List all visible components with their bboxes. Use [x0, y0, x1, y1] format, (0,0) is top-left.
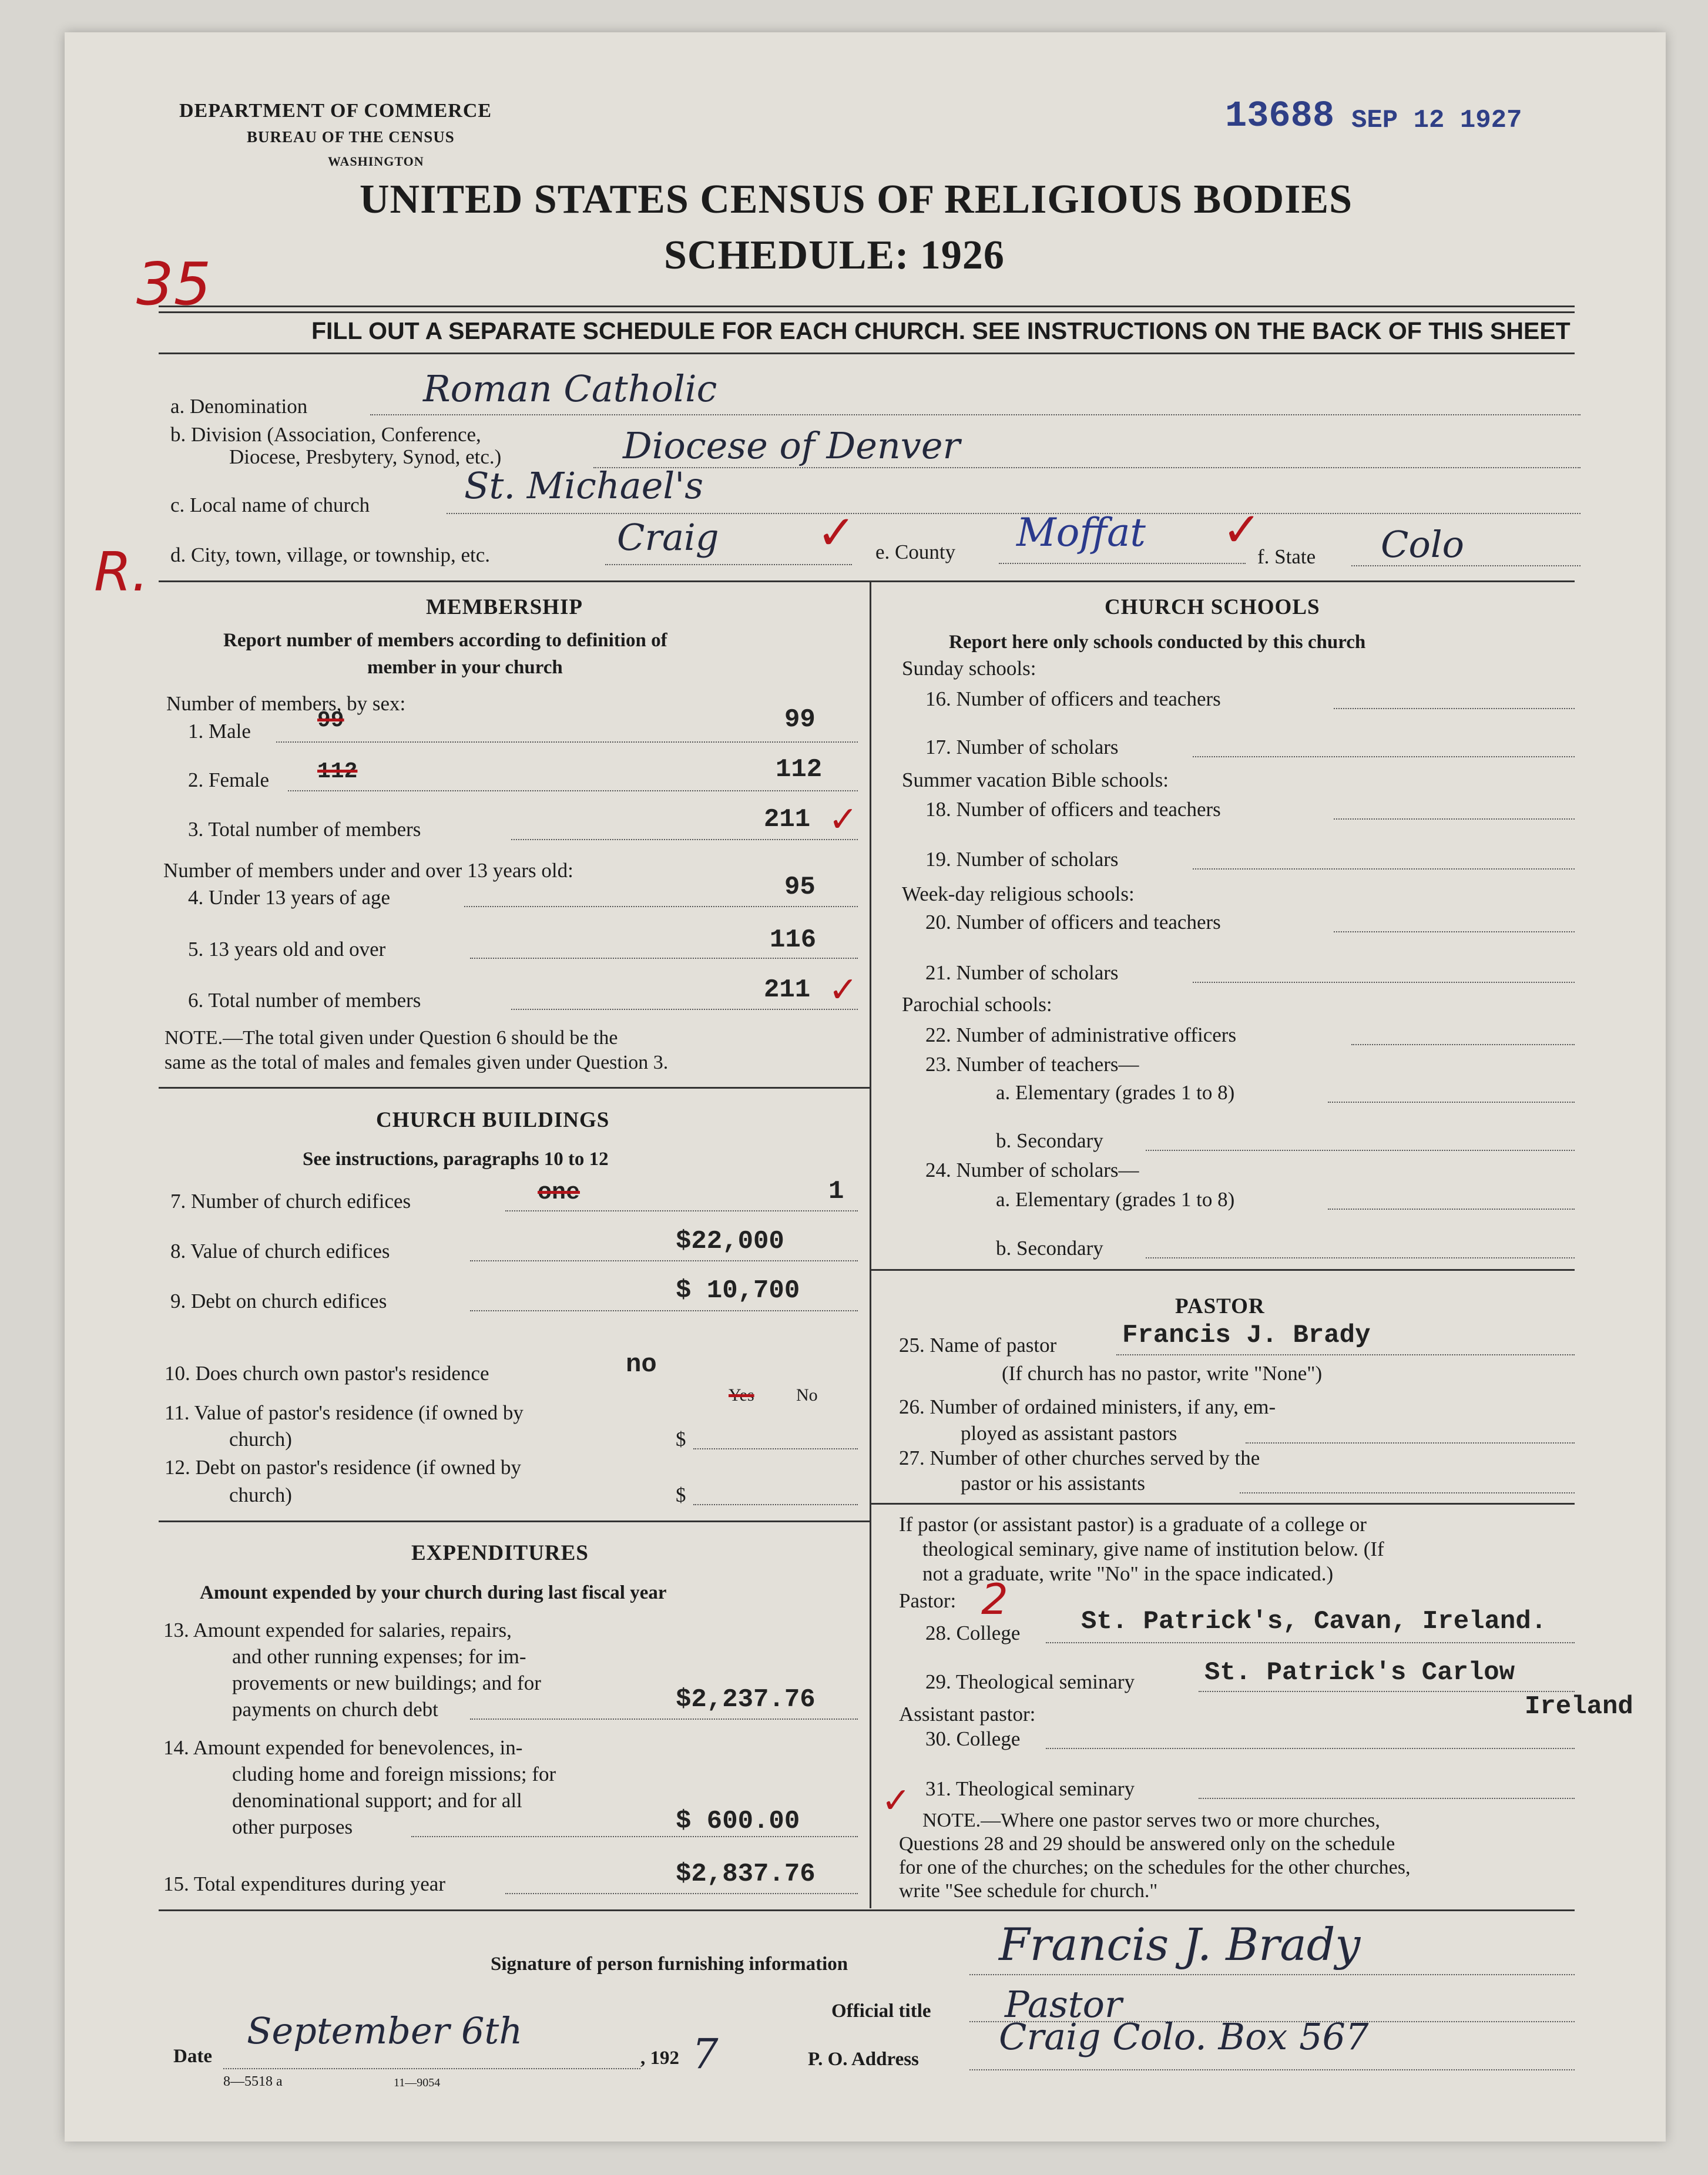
buildings-subtitle: See instructions, paragraphs 10 to 12	[303, 1149, 609, 1170]
denomination-label: a. Denomination	[170, 395, 308, 418]
q23a-line[interactable]	[1328, 1102, 1575, 1103]
q14-amount[interactable]: $ 600.00	[676, 1807, 800, 1836]
female-label: 2. Female	[188, 768, 270, 791]
form-title: UNITED STATES CENSUS OF RELIGIOUS BODIES	[360, 177, 1353, 222]
city-field[interactable]: Craig	[617, 516, 719, 559]
q24a-line[interactable]	[1328, 1209, 1575, 1210]
header-divider-top-2	[159, 311, 1575, 313]
local-name-line	[447, 513, 1581, 514]
county-field[interactable]: Moffat	[1016, 510, 1146, 555]
q23b-line[interactable]	[1146, 1150, 1575, 1151]
edifice-debt-line	[470, 1310, 858, 1311]
residence-value-line[interactable]	[693, 1448, 858, 1449]
edifices-label: 7. Number of church edifices	[170, 1190, 411, 1213]
pastor-note-4: write "See schedule for church."	[899, 1880, 1158, 1902]
po-address-line	[969, 2069, 1575, 2070]
membership-title: MEMBERSHIP	[426, 595, 583, 619]
edifice-value-line	[470, 1260, 858, 1261]
q30-line[interactable]	[1046, 1748, 1575, 1749]
receipt-stamp-number: 13688	[1225, 95, 1335, 137]
q14-dots	[411, 1836, 858, 1837]
residence-no-option: No	[796, 1385, 818, 1405]
red-pencil-number: 35	[136, 250, 212, 318]
official-title-label: Official title	[831, 2001, 931, 2022]
q29-label: 29. Theological seminary	[925, 1670, 1135, 1693]
q31-label: 31. Theological seminary	[925, 1777, 1135, 1800]
q20-line[interactable]	[1334, 931, 1575, 932]
po-address-field[interactable]: Craig Colo. Box 567	[999, 2015, 1369, 2058]
q14-check-icon: ✓	[881, 1780, 911, 1821]
q14-line-4: other purposes	[232, 1815, 353, 1838]
year-printed: , 192	[640, 2048, 679, 2069]
over-13-count[interactable]: 116	[770, 925, 817, 955]
q28-line	[1046, 1642, 1575, 1643]
po-address-label: P. O. Address	[808, 2049, 919, 2070]
membership-note-2: same as the total of males and females given under Question 3.	[165, 1052, 669, 1073]
female-line	[288, 790, 858, 791]
q26-label-2: ployed as assistant pastors	[961, 1422, 1177, 1445]
q24-label: 24. Number of scholars—	[925, 1159, 1139, 1182]
residence-debt-dollar: $	[676, 1483, 686, 1506]
county-check-icon: ✓	[1222, 502, 1262, 557]
male-struck-value: 99	[317, 708, 344, 733]
q19-line[interactable]	[1193, 868, 1575, 870]
q14-line-3: denominational support; and for all	[232, 1789, 522, 1812]
edifice-value[interactable]: $22,000	[676, 1227, 784, 1256]
department-name: DEPARTMENT OF COMMERCE	[179, 100, 492, 122]
assistant-pastor-label: Assistant pastor:	[899, 1703, 1036, 1726]
total-age-count[interactable]: 211	[764, 975, 811, 1005]
city-line	[605, 564, 852, 565]
form-number: 8—5518 a	[223, 2074, 283, 2089]
q22-label: 22. Number of administrative officers	[925, 1023, 1237, 1046]
q25-note: (If church has no pastor, write "None")	[1002, 1362, 1323, 1385]
form-number-2: 11—9054	[394, 2076, 441, 2089]
q19-label: 19. Number of scholars	[925, 848, 1119, 871]
age-group-label: Number of members under and over 13 years old:	[163, 859, 573, 882]
county-line	[999, 563, 1246, 564]
membership-divider	[159, 1087, 870, 1089]
q22-line[interactable]	[1351, 1044, 1575, 1045]
q18-label: 18. Number of officers and teachers	[925, 798, 1221, 821]
edifices-struck-value: one	[538, 1180, 580, 1206]
signature-line	[969, 1974, 1575, 1975]
expenditures-title: EXPENDITURES	[411, 1541, 589, 1565]
official-title-field[interactable]: Pastor	[1005, 1983, 1122, 2026]
q24a-label: a. Elementary (grades 1 to 8)	[996, 1188, 1235, 1211]
schools-title: CHURCH SCHOOLS	[1105, 595, 1320, 619]
residence-debt-line[interactable]	[693, 1504, 858, 1505]
city-label: d. City, town, village, or township, etc.	[170, 543, 491, 566]
residence-value-label-2: church)	[229, 1428, 292, 1451]
total-age-label: 6. Total number of members	[188, 989, 421, 1012]
q21-line[interactable]	[1193, 982, 1575, 983]
bureau-city: WASHINGTON	[328, 154, 424, 169]
buildings-divider	[159, 1521, 870, 1522]
pastor-note-3: for one of the churches; on the schedules for the other churches,	[899, 1857, 1411, 1878]
local-name-field[interactable]: St. Michael's	[464, 464, 704, 507]
state-field[interactable]: Colo	[1381, 523, 1464, 566]
q20-label: 20. Number of officers and teachers	[925, 911, 1221, 934]
edifices-line	[505, 1210, 858, 1211]
male-line	[276, 741, 858, 743]
q13-line-2: and other running expenses; for im-	[232, 1645, 526, 1668]
edifice-value-label: 8. Value of church edifices	[170, 1240, 390, 1263]
total-members-label: 3. Total number of members	[188, 818, 421, 841]
section-divider	[159, 580, 1575, 582]
q28-label: 28. College	[925, 1622, 1021, 1644]
bureau-name: BUREAU OF THE CENSUS	[247, 128, 455, 146]
q15-label: 15. Total expenditures during year	[163, 1872, 445, 1895]
over-13-line	[470, 958, 858, 959]
q25-line	[1116, 1354, 1575, 1355]
q17-label: 17. Number of scholars	[925, 736, 1119, 758]
q25-label: 25. Name of pastor	[899, 1334, 1057, 1357]
division-line	[593, 467, 1581, 468]
edifices-count[interactable]: 1	[828, 1177, 844, 1206]
q14-line-1: 14. Amount expended for benevolences, in-	[163, 1736, 523, 1759]
residence-debt-label-2: church)	[229, 1483, 292, 1506]
pastor-red-mark: 2	[981, 1575, 1008, 1624]
pastor-note-2: Questions 28 and 29 should be answered only on the schedule	[899, 1833, 1395, 1855]
pastor-note-1: NOTE.—Where one pastor serves two or more churches,	[922, 1810, 1380, 1831]
residence-value-label: 11. Value of pastor's residence (if owned by	[165, 1401, 524, 1424]
pastor-title: PASTOR	[1175, 1294, 1265, 1318]
q24b-label: b. Secondary	[996, 1237, 1103, 1260]
pastor-name[interactable]: Francis J. Brady	[1122, 1321, 1371, 1350]
q13-amount[interactable]: $2,237.76	[676, 1685, 816, 1714]
pastor-college[interactable]: St. Patrick's, Cavan, Ireland.	[1081, 1607, 1547, 1636]
q16-label: 16. Number of officers and teachers	[925, 687, 1221, 710]
local-name-label: c. Local name of church	[170, 494, 370, 516]
q29-line	[1199, 1691, 1575, 1692]
male-count[interactable]: 99	[784, 705, 816, 734]
residence-debt-label: 12. Debt on pastor's residence (if owned by	[165, 1456, 521, 1479]
total-members-count[interactable]: 211	[764, 805, 811, 834]
edifice-debt-label: 9. Debt on church edifices	[170, 1290, 387, 1313]
schools-divider	[870, 1269, 1575, 1271]
membership-subtitle-2: member in your church	[367, 657, 563, 678]
date-label: Date	[173, 2046, 212, 2067]
q26-line[interactable]	[1246, 1442, 1575, 1444]
q27-line[interactable]	[1240, 1492, 1575, 1493]
total-age-line	[511, 1009, 858, 1010]
pastor-divider	[870, 1503, 1575, 1505]
year-handwritten[interactable]: 7	[692, 2030, 719, 2078]
q14-line-2: cluding home and foreign missions; for	[232, 1763, 556, 1785]
q13-line-4: payments on church debt	[232, 1698, 438, 1721]
residence-own-answer[interactable]: no	[626, 1350, 657, 1379]
membership-note: NOTE.—The total given under Question 6 should be the	[165, 1027, 618, 1049]
q24b-line[interactable]	[1146, 1257, 1575, 1258]
q21-label: 21. Number of scholars	[925, 961, 1119, 984]
q26-label: 26. Number of ordained ministers, if any, em-	[899, 1395, 1276, 1418]
header-divider-bottom	[159, 353, 1575, 354]
pastor-seminary[interactable]: St. Patrick's Carlow	[1204, 1658, 1515, 1687]
over-13-label: 5. 13 years old and over	[188, 938, 386, 961]
receipt-stamp-date: SEP 12 1927	[1351, 106, 1522, 135]
total-members-line	[511, 839, 858, 840]
membership-subtitle: Report number of members according to definition of	[223, 630, 667, 651]
instruction-banner: FILL OUT A SEPARATE SCHEDULE FOR EACH CHURCH. SEE INSTRUCTIONS ON THE BACK OF THIS SHEET	[311, 317, 1571, 344]
q13-line-3: provements or new buildings; and for	[232, 1671, 541, 1694]
denomination-field[interactable]: Roman Catholic	[423, 367, 717, 410]
graduate-instruction-2: theological seminary, give name of institution below. (If	[922, 1538, 1384, 1560]
signature-label: Signature of person furnishing information	[491, 1954, 848, 1975]
sunday-schools-label: Sunday schools:	[902, 657, 1036, 680]
under-13-line	[464, 906, 858, 907]
city-check-icon: ✓	[817, 505, 857, 560]
division-label: b. Division (Association, Conference,	[170, 423, 481, 446]
county-label: e. County	[875, 541, 956, 563]
q23a-label: a. Elementary (grades 1 to 8)	[996, 1081, 1235, 1104]
residence-yes-option: Yes	[729, 1385, 754, 1405]
division-field[interactable]: Diocese of Denver	[623, 424, 961, 467]
residence-value-dollar: $	[676, 1428, 686, 1451]
expenditures-subtitle: Amount expended by your church during last fiscal year	[200, 1582, 667, 1603]
total-check-icon: ✓	[828, 799, 858, 840]
q16-line[interactable]	[1334, 708, 1575, 709]
signature-field[interactable]: Francis J. Brady	[999, 1918, 1361, 1971]
total-age-check-icon: ✓	[828, 969, 858, 1011]
members-by-sex-label: Number of members, by sex:	[166, 692, 406, 715]
q13-dots	[470, 1718, 858, 1720]
schools-subtitle: Report here only schools conducted by this church	[949, 632, 1366, 653]
date-field[interactable]: September 6th	[247, 2009, 523, 2052]
q15-amount[interactable]: $2,837.76	[676, 1860, 816, 1889]
q23b-label: b. Secondary	[996, 1129, 1103, 1152]
under-13-label: 4. Under 13 years of age	[188, 886, 391, 909]
graduate-instruction-1: If pastor (or assistant pastor) is a graduate of a college or	[899, 1513, 1367, 1536]
pastor-label: Pastor:	[899, 1589, 957, 1612]
summer-schools-label: Summer vacation Bible schools:	[902, 768, 1169, 791]
female-struck-value: 112	[317, 759, 358, 784]
buildings-title: CHURCH BUILDINGS	[376, 1108, 610, 1132]
division-label-2: Diocese, Presbytery, Synod, etc.)	[229, 445, 502, 468]
residence-own-label: 10. Does church own pastor's residence	[165, 1362, 489, 1385]
q27-label: 27. Number of other churches served by the	[899, 1446, 1260, 1469]
q27-label-2: pastor or his assistants	[961, 1472, 1146, 1495]
q23-label: 23. Number of teachers—	[925, 1053, 1139, 1076]
parochial-schools-label: Parochial schools:	[902, 993, 1052, 1016]
date-line	[223, 2068, 640, 2069]
q17-line[interactable]	[1193, 756, 1575, 757]
signature-divider	[159, 1909, 1575, 1911]
under-13-count[interactable]: 95	[784, 872, 816, 902]
q31-line[interactable]	[1199, 1798, 1575, 1799]
male-label: 1. Male	[188, 720, 251, 743]
pastor-seminary-2: Ireland	[1525, 1692, 1633, 1721]
column-divider	[870, 580, 871, 1908]
q13-line-1: 13. Amount expended for salaries, repairs,	[163, 1619, 512, 1642]
denomination-line	[370, 414, 1581, 415]
q15-dots	[505, 1893, 858, 1894]
q18-line[interactable]	[1334, 818, 1575, 820]
graduate-instruction-3: not a graduate, write "No" in the space indicated.)	[922, 1562, 1334, 1585]
female-count[interactable]: 112	[776, 755, 823, 784]
header-divider-top	[159, 306, 1575, 307]
q30-label: 30. College	[925, 1727, 1021, 1750]
state-label: f. State	[1257, 545, 1316, 568]
red-pencil-letter: R.	[94, 541, 149, 603]
edifice-debt[interactable]: $ 10,700	[676, 1276, 800, 1305]
weekday-schools-label: Week-day religious schools:	[902, 882, 1135, 905]
form-subtitle: SCHEDULE: 1926	[664, 233, 1005, 278]
